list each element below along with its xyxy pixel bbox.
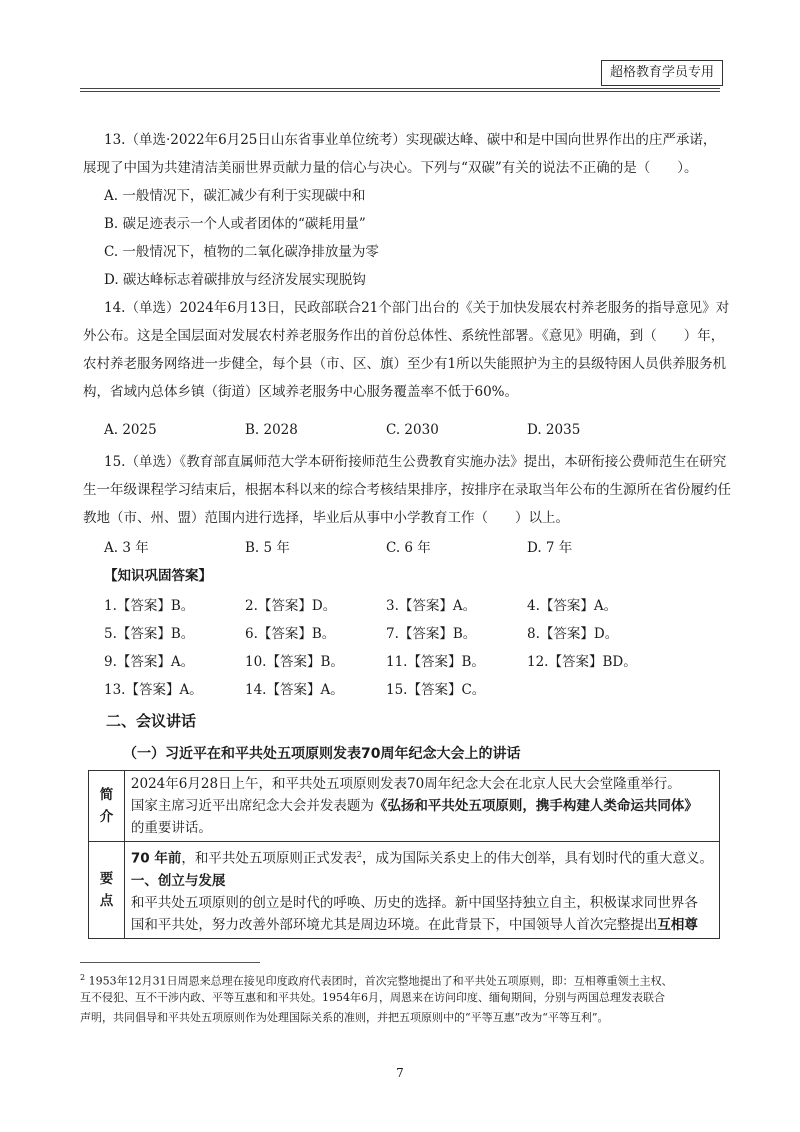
- seventy-years: 70 年前: [130, 850, 182, 867]
- footnote-number: 2: [80, 973, 86, 982]
- q13-line1: 13.（单选·2022年6月25日山东省事业单位统考）实现碳达峰、碳中和是中国向世界作出的庄严承诺，: [104, 132, 717, 148]
- q13-option-d: D. 碳达峰标志着碳排放与经济发展实现脱钩: [104, 272, 366, 288]
- answer-3: 3.【答案】A。: [386, 598, 477, 614]
- answer-15: 15.【答案】C。: [386, 682, 486, 698]
- header-rule-2: [80, 91, 720, 92]
- header-rule: [80, 88, 720, 89]
- subsection-heading: （一）习近平在和平共处五项原则发表70周年纪念大会上的讲话: [123, 746, 521, 762]
- intro-label: 简介: [89, 771, 125, 842]
- q15-option-b: B. 5 年: [245, 540, 290, 556]
- points-line1: [131, 844, 713, 870]
- q14-line4: 构，省域内总体乡镇（街道）区域养老服务中心服务覆盖率不低于60%。: [83, 384, 519, 400]
- q13-option-b: B. 碳足迹表示一个人或者团体的“碳耗用量”: [104, 216, 366, 232]
- points-cell: [124, 842, 719, 939]
- points-line1-text: ，和平共处五项原则正式发表: [181, 850, 357, 867]
- footnote-rule: [80, 962, 260, 963]
- footnote-line2: 互不侵犯、互不干涉内政、平等互惠和和平共处。1954年6月，周恩来在访问印度、缅甸期间，分别与两国总理发表联合: [80, 991, 665, 1004]
- answer-7: 7.【答案】B。: [386, 626, 477, 642]
- q14-line1: 14.（单选）2024年6月13日，民政部联合21个部门出台的《关于加快发展农村养老服务的指导意见》对: [104, 300, 730, 316]
- answer-10: 10.【答案】B。: [245, 654, 344, 670]
- table-row-points: [89, 842, 720, 939]
- answer-11: 11.【答案】B。: [386, 654, 485, 670]
- points-line1-end: ，成为国际关系史上的伟大创举，具有划时代的重大意义。: [362, 850, 713, 867]
- points-line4-bold: 互相尊: [657, 916, 698, 933]
- q13-option-a: A. 一般情况下，碳汇减少有利于实现碳中和: [104, 188, 366, 204]
- answer-13: 13.【答案】A。: [104, 682, 203, 698]
- q15-line2: 生一年级课程学习结束后，根据本科以来的综合考核结果排序，按排序在录取当年公布的生源所在省份履约任: [83, 482, 731, 498]
- header-label: 超格教育学员专用: [601, 60, 723, 86]
- intro-line2: [131, 795, 713, 817]
- points-line4: [131, 914, 713, 936]
- q13-option-c: C. 一般情况下，植物的二氧化碳净排放量为零: [104, 244, 379, 260]
- q14-option-d: D. 2035: [527, 422, 581, 438]
- intro-cell: [124, 771, 719, 842]
- q14-option-a: A. 2025: [104, 422, 157, 438]
- page-number: 7: [396, 1066, 404, 1080]
- answer-14: 14.【答案】A。: [245, 682, 344, 698]
- q14-line2: 外公布。这是全国层面对发展农村养老服务作出的首份总体性、系统性部署。《意见》明确，到（ ）年，: [83, 328, 725, 344]
- table-row-intro: [89, 771, 720, 842]
- points-line3: 和平共处五项原则的创立是时代的呼唤、历史的选择。新中国坚持独立自主，积极谋求同世界各: [130, 894, 698, 911]
- answer-2: 2.【答案】D。: [245, 598, 337, 614]
- intro-line3: 的重要讲话。: [130, 820, 212, 836]
- q14-option-c: C. 2030: [386, 422, 439, 438]
- answer-1: 1.【答案】B。: [104, 598, 195, 614]
- intro-line2-text: 国家主席习近平出席纪念大会并发表题为: [130, 798, 374, 814]
- q15-option-a: A. 3 年: [104, 540, 149, 556]
- q14-line3: 农村养老服务网络进一步健全，每个县（市、区、旗）至少有1所以失能照护为主的县级特困人员供养服务机: [83, 356, 727, 372]
- answers-title: 【知识巩固答案】: [104, 568, 212, 584]
- footnote-line3: 声明，共同倡导和平共处五项原则作为处理国际关系的准则，并把五项原则中的“平等互惠”改为“平等互利”。: [80, 1011, 609, 1024]
- answer-8: 8.【答案】D。: [527, 626, 619, 642]
- q15-option-d: D. 7 年: [527, 540, 573, 556]
- q15-option-c: C. 6 年: [386, 540, 431, 556]
- footnote-line1-text: 1953年12月31日周恩来总理在接见印度政府代表团时，首次完整地提出了和平共处五项原则，即：互相尊重领土主权、: [85, 974, 673, 988]
- q15-line3: 教地（市、州、盟）范围内进行选择，毕业后从事中小学教育工作（ ）以上。: [83, 510, 569, 526]
- answer-6: 6.【答案】B。: [245, 626, 336, 642]
- q14-option-b: B. 2028: [245, 422, 298, 438]
- speech-title: 《弘扬和平共处五项原则，携手构建人类命运共同体》: [373, 798, 698, 814]
- summary-table: [88, 770, 720, 939]
- section-heading: 二、会议讲话: [106, 712, 197, 730]
- answer-12: 12.【答案】BD。: [527, 654, 637, 670]
- answer-9: 9.【答案】A。: [104, 654, 195, 670]
- answer-4: 4.【答案】A。: [527, 598, 618, 614]
- q15-line1: 15.（单选）《教育部直属师范大学本研衔接师范生公费教育实施办法》提出，本研衔接公费师范生在研究: [104, 454, 727, 470]
- intro-line1: 2024年6月28日上午，和平共处五项原则发表70周年纪念大会在北京人民大会堂隆重举行。: [130, 776, 681, 792]
- q13-line2: 展现了中国为共建清洁美丽世界贡献力量的信心与决心。下列与“双碳”有关的说法不正确的是（ ）。: [83, 160, 698, 176]
- points-line4-text: 国和平共处，努力改善外部环境尤其是周边环境。在此背景下，中国领导人首次完整提出: [130, 916, 658, 933]
- points-label: 要点: [89, 842, 125, 939]
- points-subheading: 一、创立与发展: [130, 872, 226, 889]
- answer-5: 5.【答案】B。: [104, 626, 195, 642]
- footnote-ref: 2: [356, 850, 362, 859]
